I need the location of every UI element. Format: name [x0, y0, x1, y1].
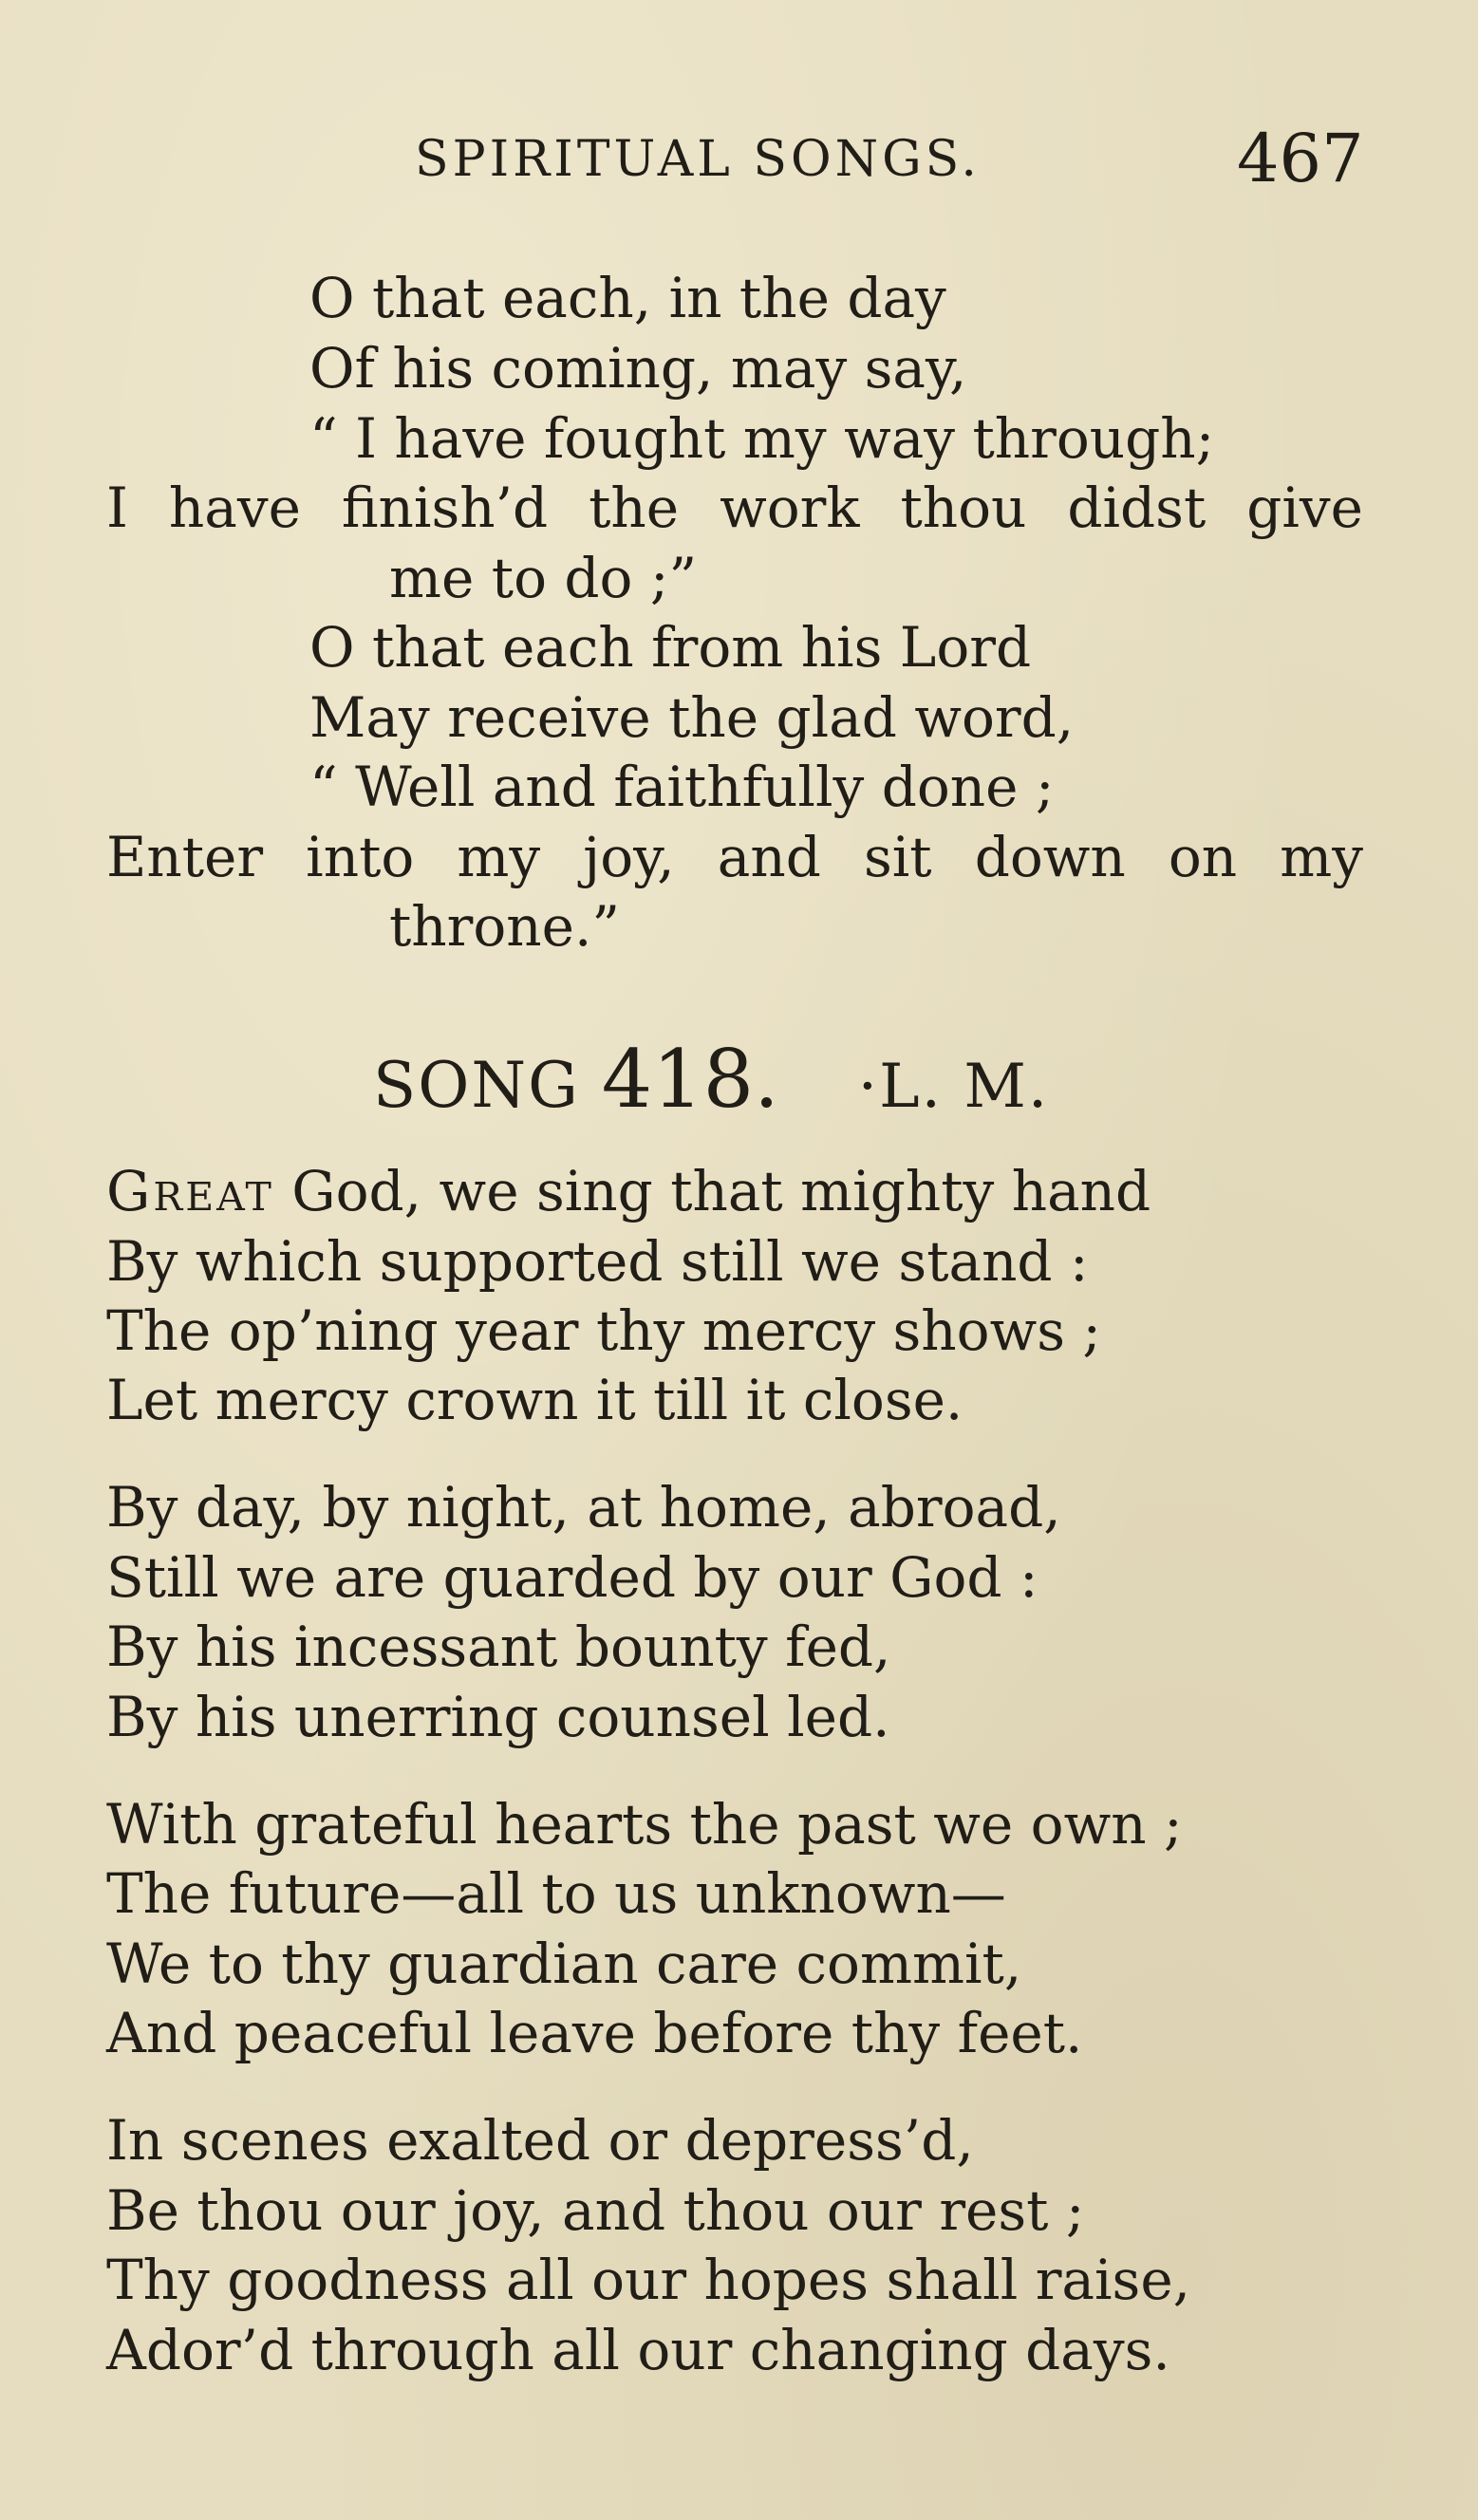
song-label: SONG [373, 1049, 580, 1122]
verse-line: And peaceful leave before thy feet. [106, 2001, 1083, 2065]
verse-line: We to thy guardian care commit, [106, 1932, 1022, 1996]
verse-line: By which supported still we stand : [106, 1229, 1089, 1294]
verse-line: The op’ning year thy mercy shows ; [106, 1298, 1101, 1363]
verse-line: In scenes exalted or depress’d, [106, 2108, 974, 2173]
first-word: Great [106, 1159, 274, 1223]
verse-line-continued: me to do ;” [389, 546, 698, 610]
verse-line: Be thou our joy, and thou our rest ; [106, 2178, 1085, 2243]
verse-line: “ I have fought my way through; [309, 406, 1215, 471]
verse-line: Ador’d through all our changing days. [106, 2318, 1170, 2382]
verse-line: Thy goodness all our hopes shall raise, [106, 2248, 1191, 2312]
song-heading [373, 1033, 1050, 1126]
verse-line: Still we are guarded by our God : [106, 1545, 1038, 1610]
song-meter: ·L. M. [857, 1052, 1050, 1122]
verse-line-continued: throne.” [389, 894, 621, 959]
verse-line: Of his coming, may say, [309, 336, 967, 401]
verse-line: The future—all to us unknown— [106, 1861, 1006, 1926]
verse-line: With grateful hearts the past we own ; [106, 1792, 1183, 1857]
verse-line: May receive the glad word, [309, 685, 1075, 750]
verse-line: By his incessant bounty fed, [106, 1615, 891, 1679]
verse-line: “ Well and faithfully done ; [309, 755, 1055, 819]
verse-line: Let mercy crown it till it close. [106, 1368, 964, 1432]
page-number: 467 [1237, 120, 1364, 197]
verse-line: O that each from his Lord [309, 615, 1032, 680]
verse-line: By his unerring counsel led. [106, 1685, 890, 1749]
verse-line: Enter into my joy, and sit down on my [106, 825, 1363, 889]
verse-line: O that each, in the day [309, 266, 946, 330]
running-head: SPIRITUAL SONGS. [415, 131, 981, 188]
verse-line: I have finish’d the work thou didst give [106, 476, 1363, 540]
verse-line: By day, by night, at home, abroad, [106, 1475, 1061, 1540]
verse-line: Great God, we sing that mighty hand [106, 1159, 1151, 1223]
song-number: 418. [601, 1033, 779, 1126]
